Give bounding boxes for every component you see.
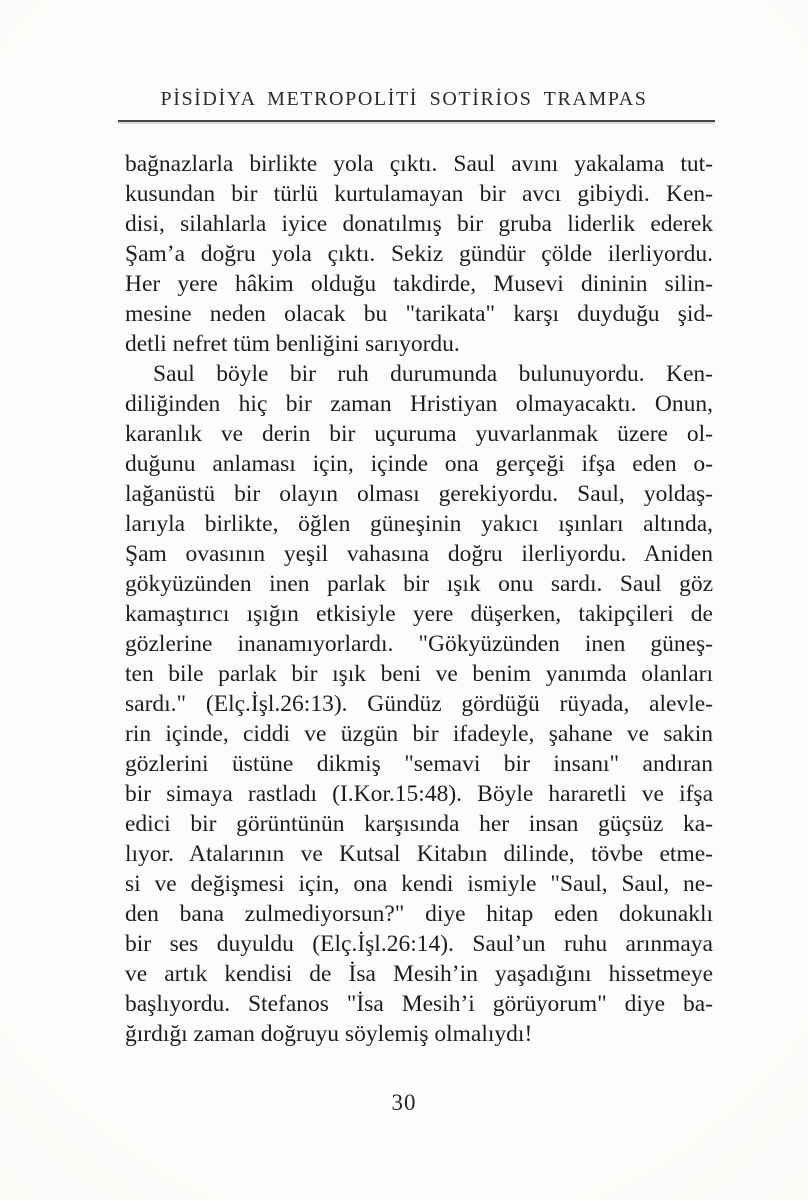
text-line: bir ses duyuldu (Elç.İşl.26:14). Saul’un ruhu arınmaya <box>125 931 713 957</box>
body-text <box>125 149 713 1049</box>
text-line: başlıyordu. Stefanos "İsa Mesih’i görüyorum" diye ba- <box>125 991 713 1017</box>
text-line: ve artık kendisi de İsa Mesih’in yaşadığını hissetmeye <box>125 961 713 987</box>
text-line: duğunu anlaması için, içinde ona gerçeği ifşa eden o- <box>125 451 713 477</box>
text-line: Şam’a doğru yola çıktı. Sekiz gündür çölde ilerliyordu. <box>125 241 713 267</box>
page-number: 30 <box>391 1090 417 1115</box>
text-line: edici bir görüntünün karşısında her insan güçsüz ka- <box>125 811 713 837</box>
text-line: mesine neden olacak bu "tarikata" karşı duyduğu şid- <box>125 301 713 327</box>
text-line: larıyla birlikte, öğlen güneşinin yakıcı ışınları altında, <box>125 511 713 537</box>
text-line: karanlık ve derin bir uçuruma yuvarlanmak üzere ol- <box>125 421 713 447</box>
text-line: si ve değişmesi için, ona kendi ismiyle "Saul, Saul, ne- <box>125 871 713 897</box>
text-line: sardı." (Elç.İşl.26:13). Gündüz gördüğü rüyada, alevle- <box>125 691 713 717</box>
text-line: bir simaya rastladı (I.Kor.15:48). Böyle hararetli ve ifşa <box>125 781 713 807</box>
text-line: lıyor. Atalarının ve Kutsal Kitabın dilinde, tövbe etme- <box>125 841 713 867</box>
text-line: gözlerini üstüne dikmiş "semavi bir insanı" andıran <box>125 751 713 777</box>
text-line: ğırdığı zaman doğruyu söylemiş olmalıydı! <box>125 1021 533 1047</box>
text-line: rin içinde, ciddi ve üzgün bir ifadeyle, şahane ve sakin <box>125 721 713 747</box>
text-line: gözlerine inanamıyorlardı. "Gökyüzünden inen güneş- <box>125 631 713 657</box>
text-line: kusundan bir türlü kurtulamayan bir avcı gibiydi. Ken- <box>125 181 713 207</box>
running-header: PİSİDİYA METROPOLİTİ SOTİRİOS TRAMPAS <box>160 88 648 110</box>
header-rule <box>118 120 715 122</box>
text-line: diliğinden hiç bir zaman Hristiyan olmayacaktı. Onun, <box>125 391 713 417</box>
text-line: lağanüstü bir olayın olması gerekiyordu. Saul, yoldaş- <box>125 481 713 507</box>
text-line: Şam ovasının yeşil vahasına doğru ilerliyordu. Aniden <box>125 541 713 567</box>
text-line: bağnazlarla birlikte yola çıktı. Saul avını yakalama tut- <box>125 151 713 177</box>
text-line: disi, silahlarla iyice donatılmış bir gruba liderlik ederek <box>125 211 713 237</box>
text-line: kamaştırıcı ışığın etkisiyle yere düşerken, takipçileri de <box>125 601 713 627</box>
text-line: detli nefret tüm benliğini sarıyordu. <box>125 331 460 357</box>
text-line: Saul böyle bir ruh durumunda bulunuyordu. Ken- <box>153 361 713 387</box>
text-line: Her yere hâkim olduğu takdirde, Musevi dininin silin- <box>125 271 713 297</box>
text-line: ten bile parlak bir ışık beni ve benim yanımda olanları <box>125 661 713 687</box>
text-line: gökyüzünden inen parlak bir ışık onu sardı. Saul göz <box>125 571 713 597</box>
text-line: den bana zulmediyorsun?" diye hitap eden dokunaklı <box>125 901 713 927</box>
